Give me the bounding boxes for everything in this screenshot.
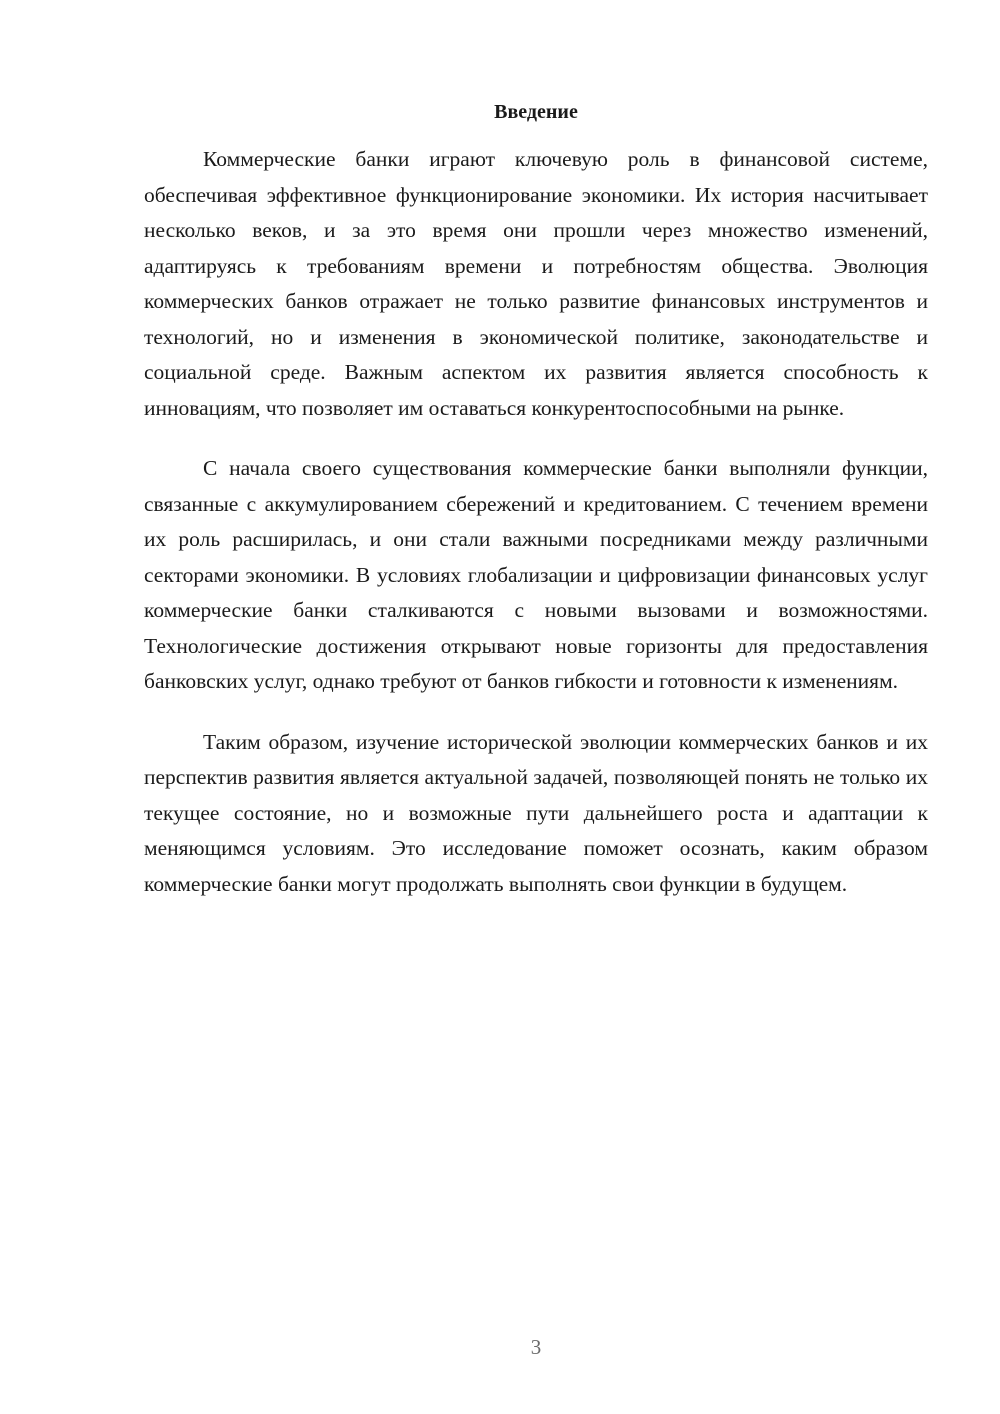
- paragraph-2: С начала своего существования коммерческие банки выполняли функции, связанные с аккумулированием сбережений и кредитованием. С течением времени их роль расширилась, и они стали важными посредниками между различными секторами экономики. В условиях глобализации и цифровизации финансовых услуг коммерческие банки сталкиваются с новыми вызовами и возможностями. Технологические достижения открывают новые горизонты для предоставления банковских услуг, однако требуют от банков гибкости и готовности к изменениям.: [144, 456, 928, 693]
- paragraph-3: Таким образом, изучение исторической эволюции коммерческих банков и их перспектив развития является актуальной задачей, позволяющей понять не только их текущее состояние, но и возможные пути дальнейшего роста и адаптации к меняющимся условиям. Это исследование поможет осознать, каким образом коммерческие банки могут продолжать выполнять свои функции в будущем.: [144, 729, 928, 896]
- body-text: [144, 142, 928, 927]
- paragraph-1: Коммерческие банки играют ключевую роль в финансовой системе, обеспечивая эффективное функционирование экономики. Их история насчитывает несколько веков, и за это время они прошли через множество изменений, адаптируясь к требованиям времени и потребностям общества. Эволюция коммерческих банков отражает не только развитие финансовых инструментов и технологий, но и изменения в экономической политике, законодательстве и социальной среде. Важным аспектом их развития является способность к инновациям, что позволяет им оставаться конкурентоспособными на рынке.: [144, 147, 928, 420]
- section-heading: Введение: [494, 101, 578, 123]
- page-number: 3: [530, 1335, 542, 1359]
